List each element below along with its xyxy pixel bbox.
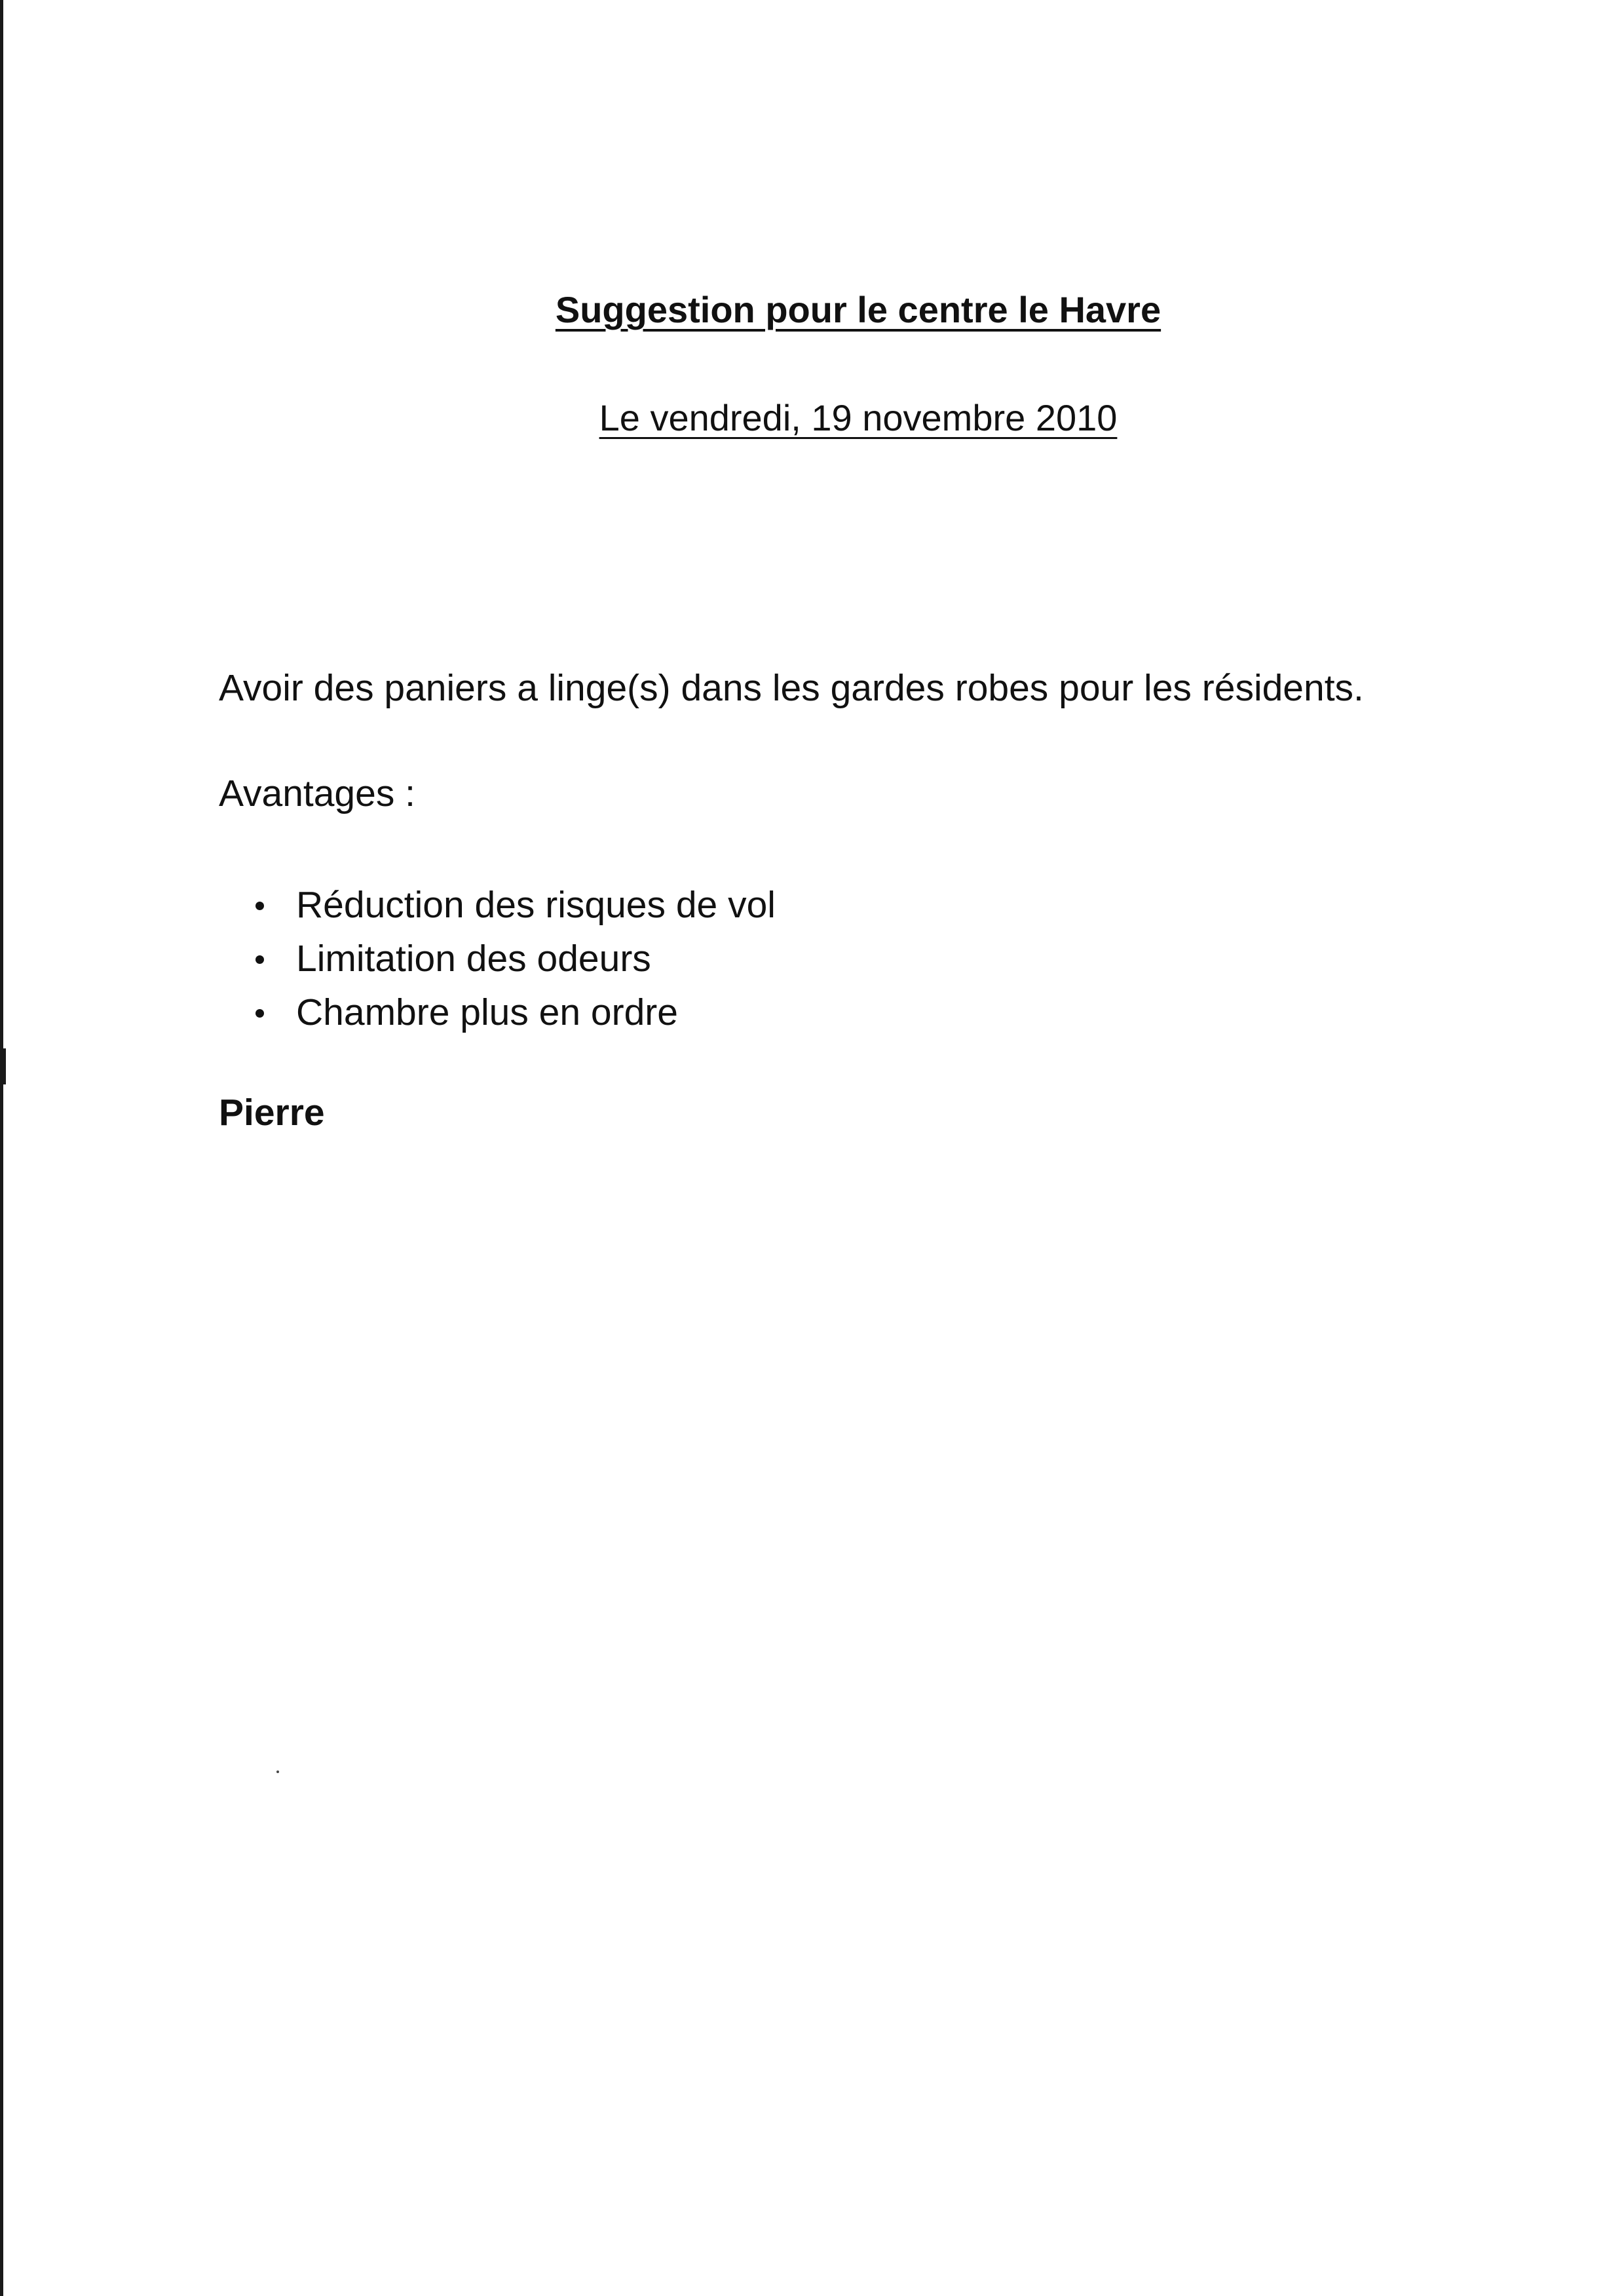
list-item <box>255 932 776 985</box>
advantage-text: Limitation des odeurs <box>296 938 651 980</box>
bullet-icon <box>255 902 264 910</box>
document-date: Le vendredi, 19 novembre 2010 <box>599 397 1118 438</box>
advantage-text: Chambre plus en ordre <box>296 991 678 1033</box>
advantage-text: Réduction des risques de vol <box>296 884 776 926</box>
suggestion-text: Avoir des paniers a linge(s) dans les gardes robes pour les résidents. <box>219 667 1364 709</box>
advantages-list <box>255 878 776 1039</box>
list-item <box>255 878 776 932</box>
bullet-icon <box>255 955 264 964</box>
scan-speck <box>276 1770 279 1773</box>
advantages-heading: Avantages : <box>219 773 416 814</box>
scan-edge-mark <box>0 1048 6 1084</box>
list-item <box>255 985 776 1039</box>
bullet-icon <box>255 1009 264 1018</box>
signature-name: Pierre <box>219 1092 325 1134</box>
document-title: Suggestion pour le centre le Havre <box>555 289 1161 330</box>
scan-edge-shadow <box>0 0 3 2296</box>
